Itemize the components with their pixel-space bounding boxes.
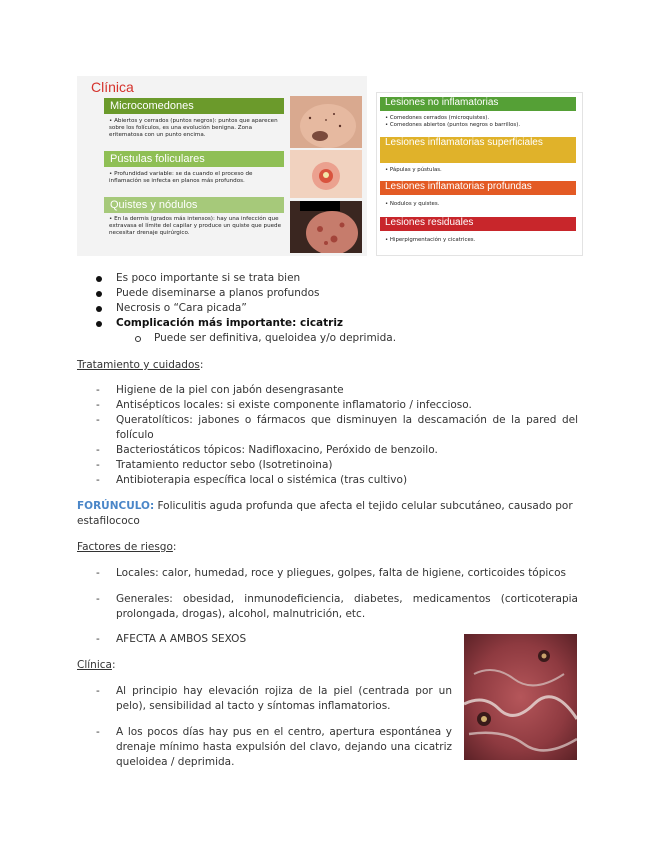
- text-no-inflamatorias: • Comedones cerrados (microquistes). • Comedones abiertos (puntos negros o barrillos).: [385, 115, 521, 128]
- treatment-item: Tratamiento reductor sebo (Isotretinoina): [116, 459, 333, 471]
- nose-skin-photo: [290, 96, 362, 148]
- risk-factor-item: AFECTA A AMBOS SEXOS: [116, 633, 247, 645]
- heading-text: Clínica: [77, 659, 112, 671]
- dash-marker: -: [96, 633, 100, 645]
- dash-marker: -: [96, 384, 100, 396]
- risk-factor-item: Locales: calor, humedad, roce y pliegues, golpes, falta de higiene, corticoides tópicos: [116, 567, 566, 579]
- header-inflamatorias-profundas: Lesiones inflamatorias profundas: [380, 181, 576, 195]
- bullet-dot: [96, 291, 102, 297]
- heading-text: Factores de riesgo: [77, 541, 173, 553]
- bullet-item: Necrosis o “Cara picada”: [116, 302, 247, 314]
- text-inflamatorias-profundas: • Nodulos y quistes.: [385, 201, 440, 207]
- section-header-microcomedones: Microcomedones: [104, 98, 284, 114]
- heading-colon: :: [199, 359, 204, 371]
- dash-marker: -: [96, 474, 100, 486]
- sub-bullet-item: Puede ser definitiva, queloidea y/o deprimida.: [154, 332, 397, 344]
- dash-marker: -: [96, 726, 100, 738]
- infographic-title: Clínica: [91, 79, 134, 95]
- dash-marker: -: [96, 414, 100, 426]
- treatment-item-continued: folículo: [116, 429, 154, 441]
- acne-clinical-infographic: [77, 76, 367, 256]
- clinical-item: A los pocos días hay pus en el centro, apertura espontánea y: [116, 726, 452, 738]
- section-text-quistes: • En la dermis (grados más intensos): hay una infección que extravasa el límite del capilar y produce un quiste que puede necesitar drenaje quirúrgico.: [109, 216, 282, 236]
- section-header-pustulas: Pústulas foliculares: [104, 151, 284, 167]
- risk-factor-item: Generales: obesidad, inmunodeficiencia, diabetes, medicamentos (corticoterapia: [116, 593, 578, 605]
- treatment-item: Queratolíticos: jabones o fármacos que disminuyen la descamación de la pared del: [116, 414, 578, 426]
- section-heading-tratamiento: [77, 358, 203, 373]
- forunculo-text-continued: estafilococo: [77, 515, 140, 527]
- dash-marker: -: [96, 685, 100, 697]
- heading-colon: :: [172, 541, 177, 553]
- text-residuales: • Hiperpigmentación y cicatrices.: [385, 237, 476, 243]
- dash-marker: -: [96, 459, 100, 471]
- pustule-skin-photo: [290, 150, 362, 198]
- forunculo-text: Foliculitis aguda profunda que afecta el tejido celular subcutáneo, causado por: [154, 500, 573, 512]
- header-inflamatorias-superficiales: Lesiones inflamatorias superficiales: [380, 137, 576, 163]
- acne-lesion-types-infographic: [376, 92, 583, 256]
- treatment-item: Higiene de la piel con jabón desengrasante: [116, 384, 344, 396]
- treatment-item: Antisépticos locales: si existe componente inflamatorio / infeccioso.: [116, 399, 472, 411]
- treatment-item: Antibioterapia específica local o sistémica (tras cultivo): [116, 474, 408, 486]
- section-heading-clinica: [77, 658, 116, 673]
- section-heading-factores: [77, 540, 176, 555]
- dash-marker: -: [96, 399, 100, 411]
- clinical-item-continued: drenaje mínimo hasta expulsión del clavo, dejando una cicatriz: [116, 741, 452, 753]
- bullet-dot: [96, 276, 102, 282]
- furuncle-skin-photo: [464, 634, 577, 760]
- risk-factor-item-continued: prolongada, drogas), alcohol, malnutrición, etc.: [116, 608, 366, 620]
- header-no-inflamatorias: Lesiones no inflamatorias: [380, 97, 576, 111]
- header-residuales: Lesiones residuales: [380, 217, 576, 231]
- bullet-item-bold: Complicación más importante: cicatriz: [116, 317, 344, 329]
- section-text-microcomedones: • Abiertos y cerrados (puntos negros): puntos que aparecen sobre los folículos, es una evolución benigna. Zona eritematosa con un punto encima.: [109, 118, 278, 138]
- heading-colon: :: [111, 659, 116, 671]
- treatment-item: Bacteriostáticos tópicos: Nadifloxacino, Peróxido de benzoilo.: [116, 444, 438, 456]
- section-header-quistes: Quistes y nódulos: [104, 197, 284, 213]
- forunculo-definition: [77, 499, 578, 514]
- heading-text: Tratamiento y cuidados: [77, 359, 200, 371]
- nodules-face-photo: [290, 201, 362, 253]
- section-text-pustulas: • Profundidad variable: se da cuando el proceso de inflamación se infecta en planos más profundos.: [109, 171, 253, 184]
- clinical-item-continued: queloidea / deprimida.: [116, 756, 235, 768]
- bullet-item: Es poco importante si se trata bien: [116, 272, 301, 284]
- bullet-item: Puede diseminarse a planos profundos: [116, 287, 320, 299]
- clinical-item: Al principio hay elevación rojiza de la piel (centrada por un: [116, 685, 452, 697]
- dash-marker: -: [96, 567, 100, 579]
- sub-bullet-circle: [135, 336, 141, 342]
- forunculo-label: FORÚNCULO:: [77, 500, 155, 512]
- bullet-dot: [96, 306, 102, 312]
- dash-marker: -: [96, 444, 100, 456]
- clinical-item-continued: pelo), sensibilidad al tacto y síntomas inflamatorios.: [116, 700, 391, 712]
- dash-marker: -: [96, 593, 100, 605]
- bullet-dot: [96, 321, 102, 327]
- text-inflamatorias-superficiales: • Pápulas y pústulas.: [385, 167, 442, 173]
